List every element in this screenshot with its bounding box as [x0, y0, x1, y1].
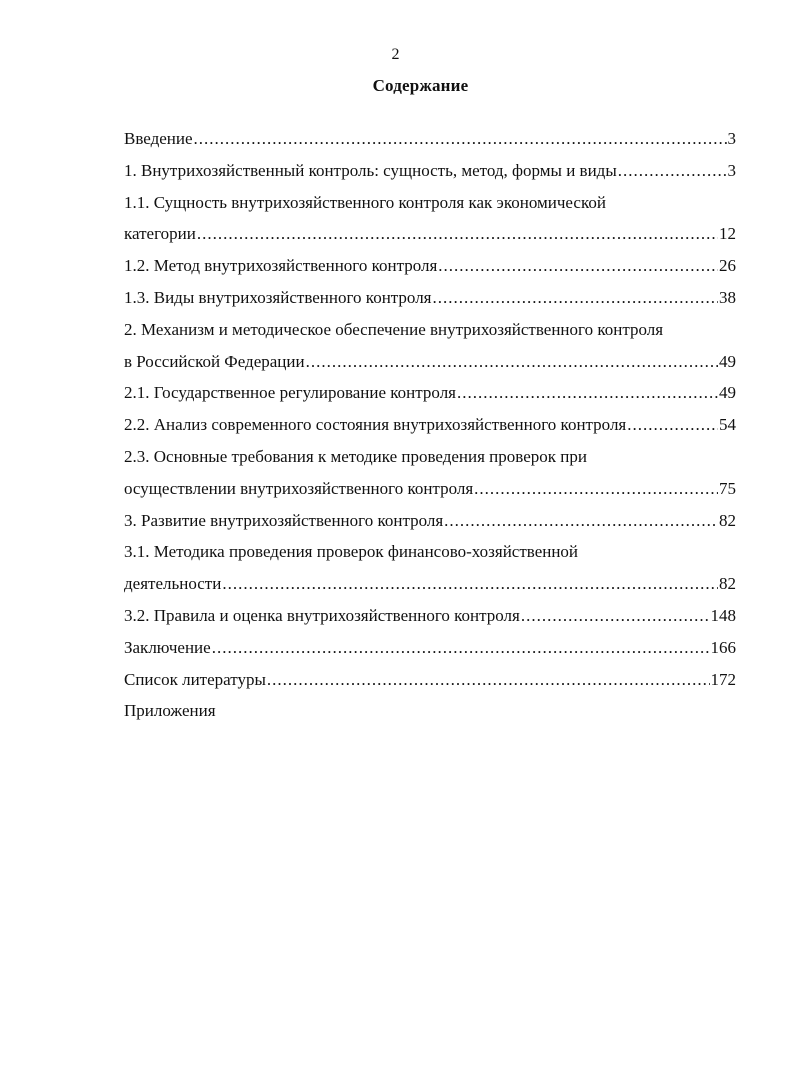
toc-entry-page: 166 — [710, 637, 736, 657]
toc-entry-text: деятельности — [124, 574, 222, 594]
toc-entry-text: 1. Внутрихозяйственный контроль: сущность, метод, формы и виды — [124, 160, 617, 180]
toc-entry-chapter-2 — [124, 346, 736, 378]
toc-entry-text: 3.2. Правила и оценка внутрихозяйственного контроля — [124, 605, 520, 625]
toc-entry-text: 1.2. Метод внутрихозяйственного контроля — [124, 256, 438, 276]
toc-entry-text: Список литературы — [124, 669, 266, 689]
toc-entry-page: 26 — [719, 256, 736, 276]
toc-entry-text: Заключение — [124, 637, 211, 657]
dot-leader — [627, 409, 718, 441]
dot-leader — [618, 155, 727, 187]
page-number: 2 — [391, 46, 400, 63]
table-of-contents — [124, 123, 736, 727]
dot-leader — [306, 346, 718, 378]
dot-leader — [222, 568, 718, 600]
dot-leader — [194, 123, 727, 155]
toc-entry-text: категории — [124, 224, 196, 244]
toc-entry-text: в Российской Федерации — [124, 351, 305, 371]
toc-entry-text: 2.1. Государственное регулирование контроля — [124, 383, 456, 403]
dot-leader — [433, 282, 718, 314]
toc-entry-section-2-3 — [124, 473, 736, 505]
dot-leader — [197, 218, 718, 250]
toc-entry-text: 2.2. Анализ современного состояния внутрихозяйственного контроля — [124, 415, 627, 435]
toc-entry-page: 12 — [719, 224, 736, 244]
page-title: Содержание — [372, 76, 469, 95]
toc-entry-chapter-3 — [124, 505, 736, 537]
dot-leader — [474, 473, 718, 505]
toc-entry-text: 3. Развитие внутрихозяйственного контроля — [124, 510, 444, 530]
toc-entry-page: 148 — [710, 605, 736, 625]
toc-entry-page: 3 — [727, 129, 736, 148]
toc-entry-chapter-1 — [124, 155, 736, 187]
toc-entry-section-2-1 — [124, 377, 736, 409]
dot-leader — [212, 632, 710, 664]
toc-entry-page: 49 — [719, 351, 736, 371]
dot-leader — [457, 377, 718, 409]
toc-entry-text: 1.3. Виды внутрихозяйственного контроля — [124, 287, 432, 307]
toc-entry-section-3-1 — [124, 568, 736, 600]
toc-entry-section-1-1 — [124, 218, 736, 250]
toc-entry-page: 82 — [719, 574, 736, 594]
dot-leader — [521, 600, 710, 632]
toc-entry-section-3-1-line1: 3.1. Методика проведения проверок финансово-хозяйственной — [124, 542, 579, 562]
toc-entry-section-2-2 — [124, 409, 736, 441]
toc-entry-page: 49 — [719, 383, 736, 403]
toc-entry-page: 54 — [719, 415, 736, 435]
toc-entry-section-1-1-line1: 1.1. Сущность внутрихозяйственного контроля как экономической — [124, 192, 606, 212]
toc-entry-appendices: Приложения — [124, 701, 216, 721]
toc-entry-chapter-2-line1: 2. Механизм и методическое обеспечение внутрихозяйственного контроля — [124, 319, 664, 339]
toc-entry-page: 3 — [727, 160, 736, 180]
toc-entry-section-1-2 — [124, 250, 736, 282]
toc-entry-text: Введение — [124, 129, 193, 148]
dot-leader — [444, 505, 718, 537]
toc-entry-page: 38 — [719, 287, 736, 307]
toc-entry-section-3-2 — [124, 600, 736, 632]
dot-leader — [267, 664, 710, 696]
toc-entry-intro — [124, 123, 736, 155]
toc-entry-references — [124, 664, 736, 696]
toc-entry-text: осуществлении внутрихозяйственного контроля — [124, 478, 474, 498]
toc-entry-page: 172 — [710, 669, 736, 689]
toc-entry-section-1-3 — [124, 282, 736, 314]
toc-entry-page: 75 — [719, 478, 736, 498]
toc-entry-conclusion — [124, 632, 736, 664]
toc-entry-section-2-3-line1: 2.3. Основные требования к методике проведения проверок при — [124, 446, 587, 466]
toc-entry-page: 82 — [719, 510, 736, 530]
dot-leader — [438, 250, 718, 282]
